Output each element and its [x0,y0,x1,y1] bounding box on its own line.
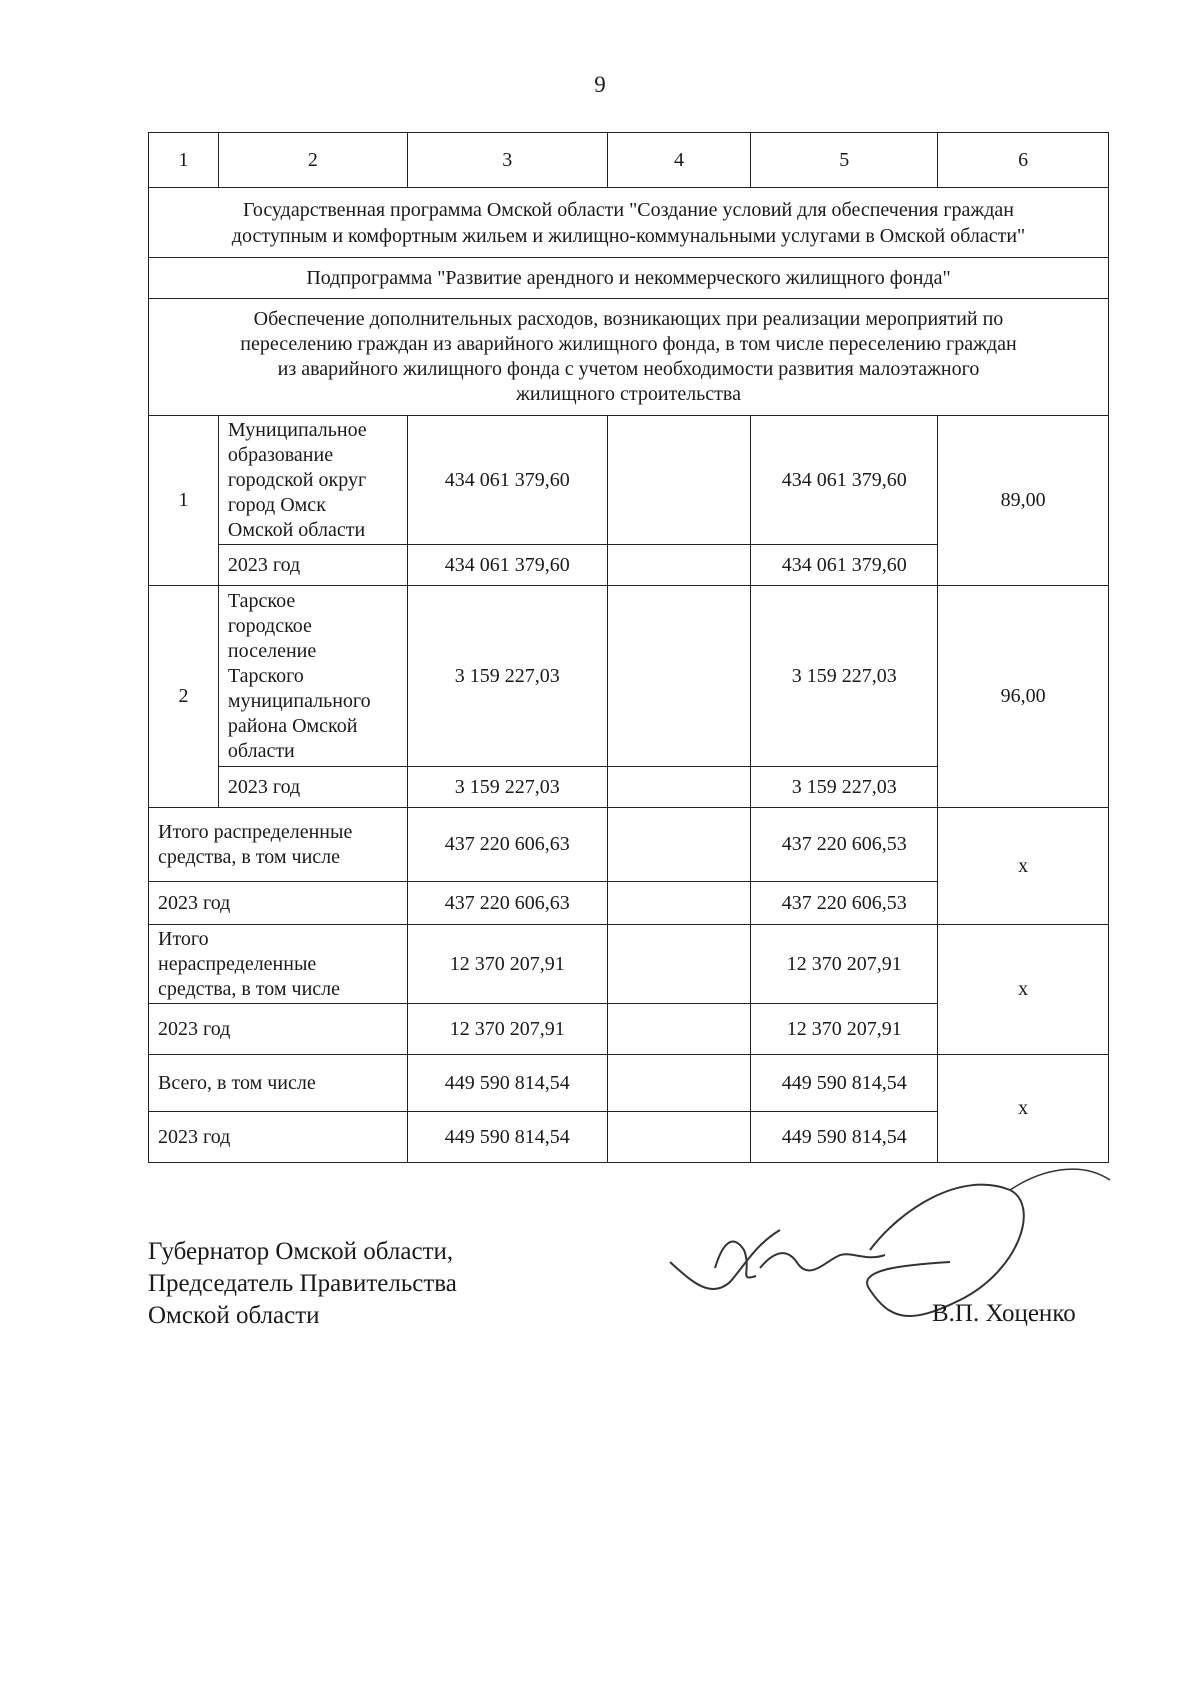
amount-col3: 3 159 227,03 [407,586,607,767]
total-year-label: 2023 год [149,1004,408,1055]
percent-col6: 89,00 [938,416,1109,586]
year-label: 2023 год [218,767,407,808]
total-year-col3: 12 370 207,91 [407,1004,607,1055]
total-col3: 449 590 814,54 [407,1055,607,1112]
total-year-col5: 437 220 606,53 [751,882,938,925]
total-col4 [607,925,751,1004]
amount-col5: 434 061 379,60 [751,416,938,545]
total-row [149,925,1109,1004]
measure-title: Обеспечение дополнительных расходов, возникающих при реализации мероприятий по переселению граждан из аварийного жилищного фонда, в том числе переселению граждан из аварийного жилищного фонда с учетом необходимости развития малоэтажного жилищного строительства [149,299,1109,416]
subprogram-title-row [149,258,1109,299]
total-row [149,808,1109,882]
total-col4 [607,808,751,882]
table-row [149,416,1109,545]
amount-col3: 434 061 379,60 [407,416,607,545]
total-col6: x [938,925,1109,1055]
total-label: Всего, в том числе [149,1055,408,1112]
allocation-table [148,132,1109,1163]
year-amount-col4 [607,545,751,586]
municipality-name: Тарское городское поселение Тарского муниципального района Омской области [218,586,407,767]
measure-title-row [149,299,1109,416]
row-number: 2 [149,586,219,808]
total-year-col3: 437 220 606,63 [407,882,607,925]
total-year-col4 [607,1004,751,1055]
total-label: Итого нераспределенные средства, в том числе [149,925,408,1004]
total-label: Итого распределенные средства, в том числе [149,808,408,882]
program-title-row [149,188,1109,258]
total-col5: 12 370 207,91 [751,925,938,1004]
total-year-label: 2023 год [149,882,408,925]
total-col3: 437 220 606,63 [407,808,607,882]
year-label: 2023 год [218,545,407,586]
total-col3: 12 370 207,91 [407,925,607,1004]
year-amount-col3: 3 159 227,03 [407,767,607,808]
row-number: 1 [149,416,219,586]
signer-name: В.П. Хоценко [932,1300,1076,1327]
table-row [149,586,1109,767]
col-header-6: 6 [938,133,1109,188]
page-number: 9 [594,72,606,97]
col-header-1: 1 [149,133,219,188]
year-amount-col3: 434 061 379,60 [407,545,607,586]
total-year-col4 [607,882,751,925]
amount-col4 [607,416,751,545]
total-year-label: 2023 год [149,1112,408,1163]
year-amount-col4 [607,767,751,808]
total-col5: 437 220 606,53 [751,808,938,882]
total-col4 [607,1055,751,1112]
total-col5: 449 590 814,54 [751,1055,938,1112]
total-year-col3: 449 590 814,54 [407,1112,607,1163]
program-title: Государственная программа Омской области "Создание условий для обеспечения граждан доступным и комфортным жильем и жилищно-коммунальными услугами в Омской области" [149,188,1109,258]
col-header-4: 4 [607,133,751,188]
year-amount-col5: 434 061 379,60 [751,545,938,586]
total-row [149,1055,1109,1112]
col-header-3: 3 [407,133,607,188]
subprogram-title: Подпрограмма "Развитие арендного и некоммерческого жилищного фонда" [149,258,1109,299]
amount-col5: 3 159 227,03 [751,586,938,767]
total-col6: x [938,1055,1109,1163]
col-header-5: 5 [751,133,938,188]
total-col6: x [938,808,1109,925]
total-year-col5: 12 370 207,91 [751,1004,938,1055]
column-number-row [149,133,1109,188]
percent-col6: 96,00 [938,586,1109,808]
amount-col4 [607,586,751,767]
year-amount-col5: 3 159 227,03 [751,767,938,808]
signer-position: Губернатор Омской области, Председатель Правительства Омской области [148,1238,457,1329]
total-year-col5: 449 590 814,54 [751,1112,938,1163]
municipality-name: Муниципальное образование городской округ город Омск Омской области [218,416,407,545]
col-header-2: 2 [218,133,407,188]
